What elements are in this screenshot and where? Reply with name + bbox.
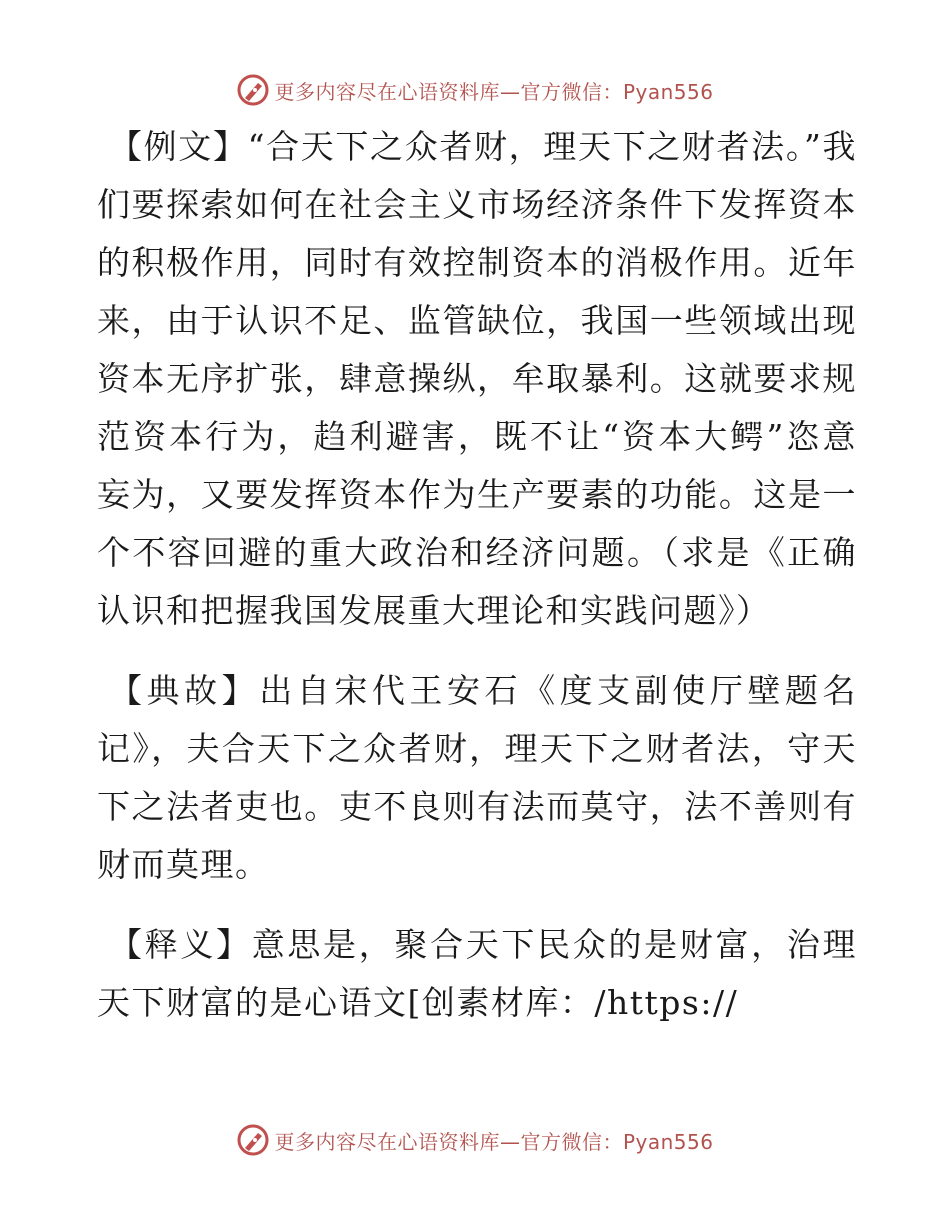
document-body bbox=[97, 118, 857, 1054]
banner-text: 更多内容尽在心语资料库—官方微信：Pyan556 bbox=[274, 1129, 714, 1154]
allusion-text: 【典故】出自宋代王安石《度支副使厅壁题名记》，夫合天下之众者财，理天下之财者法，守天下之法者吏也。吏不良则有法而莫守，法不善则有财而莫理。 bbox=[97, 671, 857, 884]
meaning-text: 【释义】意思是，聚合天下民众的是财富，治理天下财富的是心语文[创素材库：/https:// bbox=[97, 925, 857, 1022]
banner-text: 更多内容尽在心语资料库—官方微信：Pyan556 bbox=[274, 79, 714, 104]
pen-nib-icon bbox=[236, 1123, 270, 1157]
example-text: 【例文】“合天下之众者财，理天下之财者法。”我们要探索如何在社会主义市场经济条件下发挥资本的积极作用，同时有效控制资本的消极作用。近年来，由于认识不足、监管缺位，我国一些领域出现资本无序扩张，肆意操纵，牟取暴利。这就要求规范资本行为，趋利避害，既不让“资本大鳄”恣意妄为，又要发挥资本作为生产要素的功能。这是一个不容回避的重大政治和经济问题。（求是《正确认识和把握我国发展重大理论和实践问题》） bbox=[97, 127, 857, 630]
allusion-paragraph bbox=[97, 662, 857, 894]
header-banner bbox=[0, 70, 950, 110]
pen-nib-icon bbox=[236, 73, 270, 107]
meaning-paragraph bbox=[97, 916, 857, 1032]
footer-banner bbox=[0, 1120, 950, 1160]
example-paragraph bbox=[97, 118, 857, 640]
